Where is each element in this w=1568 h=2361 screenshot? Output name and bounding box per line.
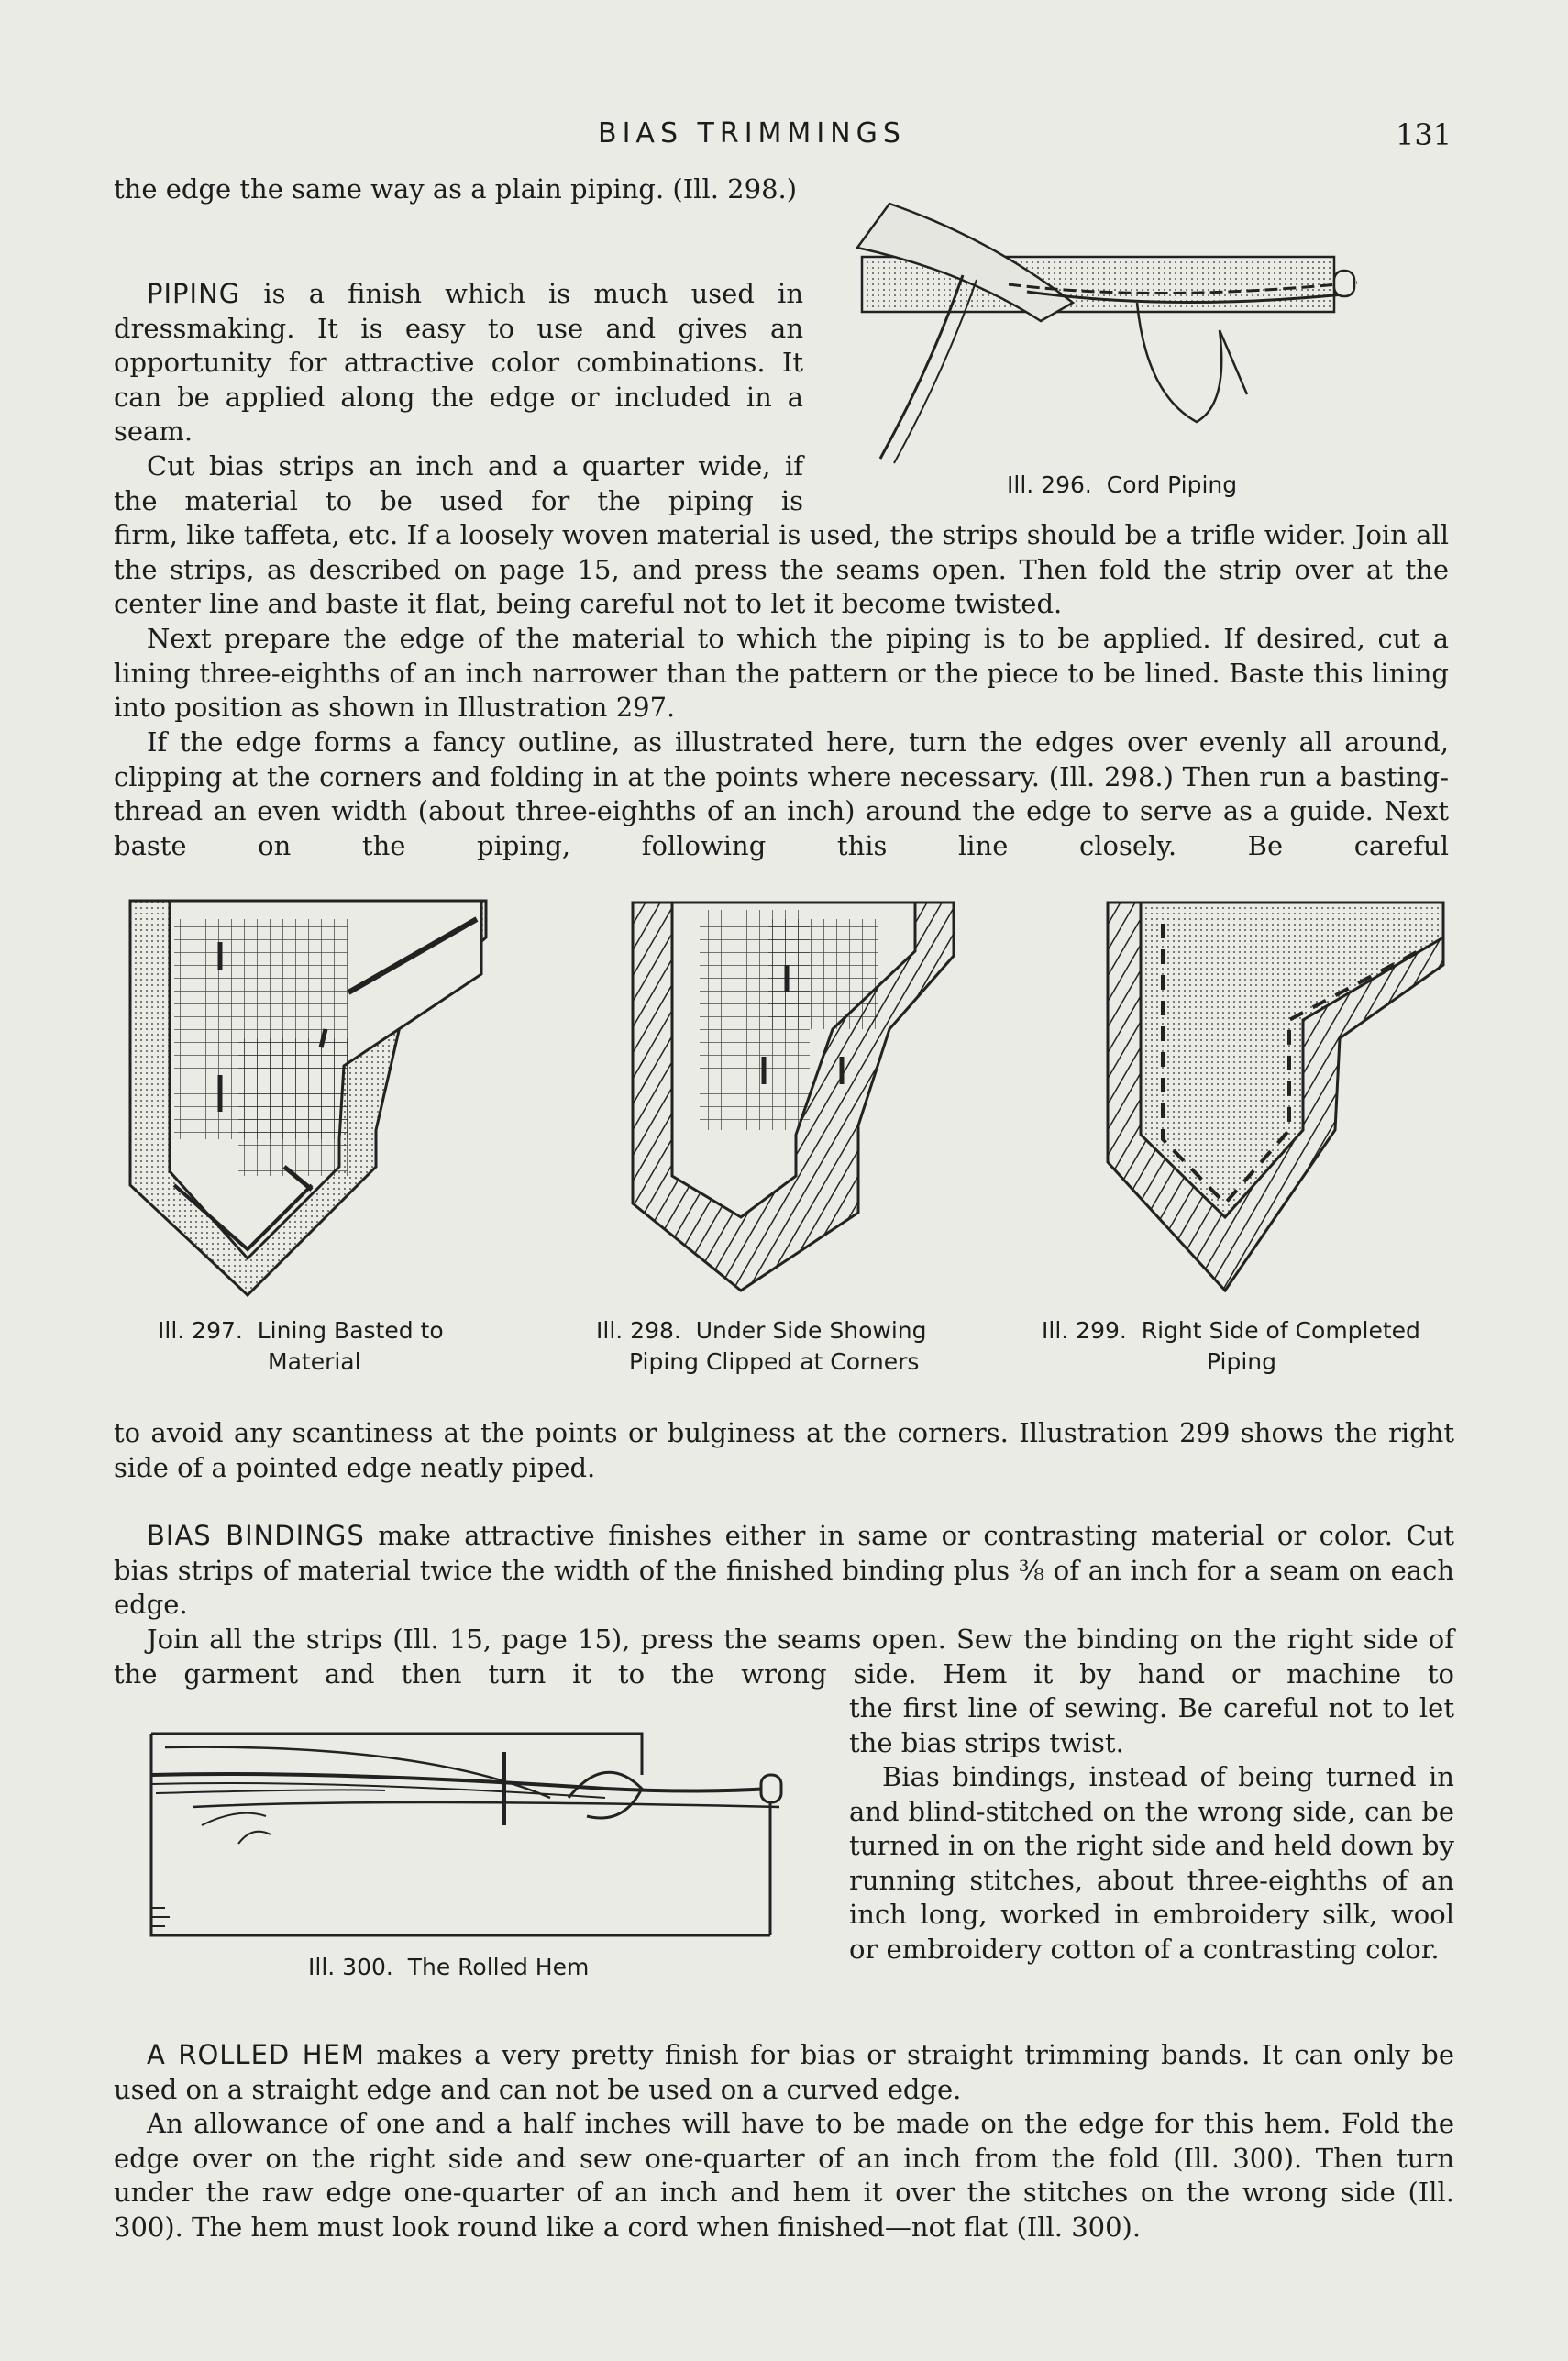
caption-ill-299 (1042, 1315, 1473, 1378)
page-number: 131 (1396, 117, 1452, 152)
caption-ill-296-title: Cord Piping (1106, 471, 1238, 498)
rolled-hem-heading: A ROLLED HEM (147, 2039, 365, 2070)
caption-ill-297-number: Ill. 297. (158, 1317, 243, 1344)
rolled-hem-illustration (147, 1724, 807, 1935)
piping-paragraph-3: Next prepare the edge of the material to which the piping is to be applied. If desired, cut a lining three-eighths of an inch narrower than the pattern or the piece to be lined. Baste this lining into position as shown in Illustration 297. (114, 623, 1449, 723)
piping-paragraph-1 (114, 277, 803, 449)
caption-ill-297-title-line-2: Material (268, 1348, 361, 1375)
caption-ill-299-title-line-1: Right Side of Completed (1141, 1317, 1420, 1344)
bias-bindings-paragraph-3: Bias bindings, instead of being turned in and blind-stitched on the wrong side, can be turned in on the right side and held down by running stitches, about three-eighths of an inch long, worked in embroidery silk, wool or embroidery cotton of a contrasting color. (849, 1761, 1454, 1965)
cord-piping-illustration (844, 183, 1440, 468)
bias-bindings-paragraph-2-start: Join all the strips (Ill. 15, page 15), press the seams open. Sew the binding on the right side of the garment and then turn it to the wrong side. Hem it by hand or machine to (114, 1624, 1454, 1690)
caption-ill-297 (158, 1315, 506, 1378)
caption-ill-299-title-line-2: Piping (1207, 1348, 1277, 1375)
bias-bindings-heading: BIAS BINDINGS (147, 1520, 365, 1551)
piping-paragraph-2-end: firm, like taffeta, etc. If a loosely woven material is used, the strips should be a trifle wider. Join all the strips, as described on page 15, and press the seams open. Then fold the strip over at the center line and baste it flat, being careful not to let it become twisted. (114, 519, 1449, 619)
intro-paragraph: the edge the same way as a plain piping. (Ill. 298.) (114, 173, 798, 205)
lining-basted-illustration (128, 901, 495, 1304)
piping-heading: PIPING (147, 278, 241, 309)
bias-bindings-paragraph-2-end: the first line of sewing. Be careful not to let the bias strips twist. (849, 1692, 1454, 1758)
caption-ill-298-number: Ill. 298. (596, 1317, 681, 1344)
piping-paragraph-2-start: Cut bias strips an inch and a quarter wide, if the material to be used for the piping is (114, 450, 803, 516)
bias-bindings-paragraph-1 (114, 1519, 1454, 1623)
rolled-hem-lead: makes a very pretty finish for bias or straight trimming bands. It can only be used on a straight edge and can not be used on a curved edge. (114, 2039, 1454, 2105)
rolled-hem-paragraph-1 (114, 2038, 1454, 2107)
running-title: BIAS TRIMMINGS (598, 117, 906, 150)
caption-ill-300-title: The Rolled Hem (407, 1954, 590, 1980)
caption-ill-297-title-line-1: Lining Basted to (257, 1317, 444, 1344)
caption-ill-300-number: Ill. 300. (308, 1954, 393, 1980)
caption-ill-299-number: Ill. 299. (1042, 1317, 1127, 1344)
completed-piping-illustration (1106, 901, 1445, 1295)
caption-ill-298 (596, 1315, 999, 1378)
bias-bindings-lead: make attractive finishes either in same or contrasting material or color. Cut bias strips of material twice the width of the finished binding plus ⅜ of an inch for a seam on each edge. (114, 1520, 1455, 1620)
rolled-hem-paragraph-2: An allowance of one and a half inches will have to be made on the edge for this hem. Fold the edge over on the right side and sew one-quarter of an inch from the fold (Ill. 300). Then turn under the raw edge one-quarter of an inch and hem it over the stitches on the wrong side (Ill. 300). The hem must look round like a cord when finished—not flat (Ill. 300). (114, 2108, 1454, 2243)
caption-ill-296 (1007, 470, 1237, 501)
piping-lead: is a finish which is much used in dressmaking. It is easy to use and gives an opportunity for attractive color combinations. It can be applied along the edge or included in a seam. (114, 278, 803, 447)
piping-clipped-illustration (631, 901, 961, 1295)
piping-paragraph-5: to avoid any scantiness at the points or bulginess at the corners. Illustration 299 shows the right side of a pointed edge neatly piped. (114, 1417, 1454, 1483)
caption-ill-298-title-line-1: Under Side Showing (695, 1317, 927, 1344)
caption-ill-296-number: Ill. 296. (1007, 471, 1092, 498)
piping-paragraph-4: If the edge forms a fancy outline, as illustrated here, turn the edges over evenly all around, clipping at the corners and folding in at the points where necessary. (Ill. 298.) Then run a basting-thread an even width (about three-eighths of an inch) around the edge to serve as a guide. Next baste on the piping, following this line closely. Be careful (114, 726, 1449, 861)
caption-ill-298-title-line-2: Piping Clipped at Corners (629, 1348, 920, 1375)
caption-ill-300 (308, 1952, 589, 1983)
